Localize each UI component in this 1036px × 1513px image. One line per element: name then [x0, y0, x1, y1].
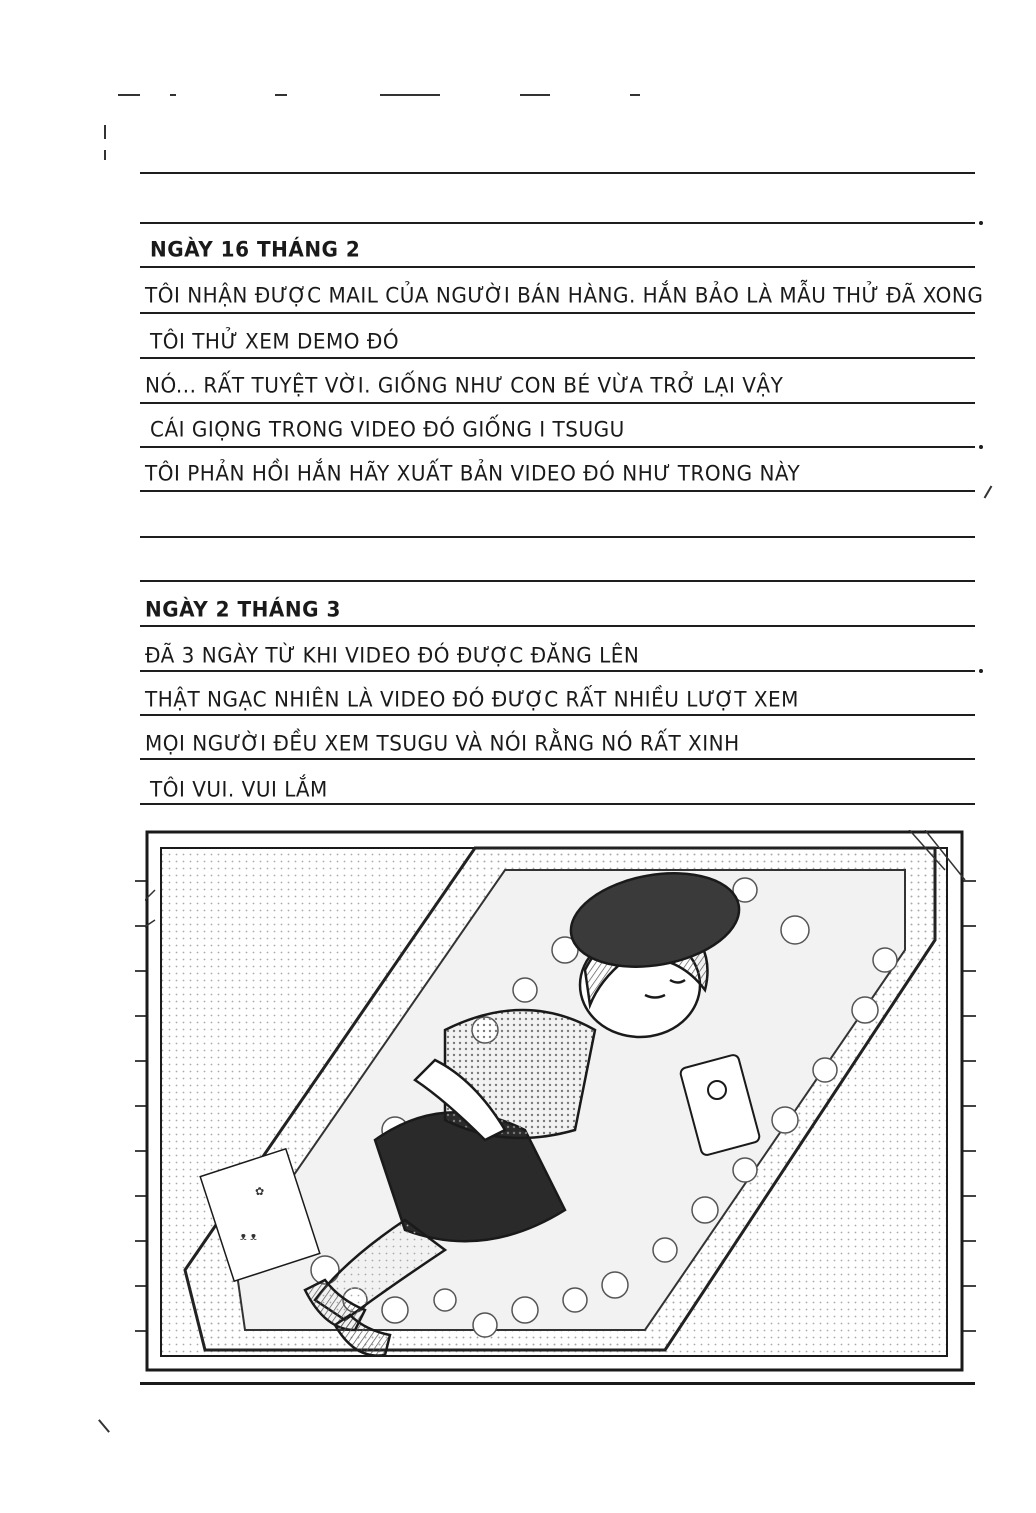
ruled-line	[140, 758, 975, 760]
margin-mark	[104, 150, 106, 160]
ruled-line	[140, 446, 975, 448]
diary-date-heading: NGÀY 16 THÁNG 2	[150, 236, 361, 262]
ruled-line	[140, 803, 975, 805]
diary-line: ĐÃ 3 NGÀY TỪ KHI VIDEO ĐÓ ĐƯỢC ĐĂNG LÊN	[145, 642, 640, 668]
ruled-line	[140, 357, 975, 359]
ruled-line	[140, 402, 975, 404]
ruled-line	[140, 670, 975, 672]
ruled-line	[140, 580, 975, 582]
ruled-line	[140, 714, 975, 716]
diary-line: TÔI VUI. VUI LẮM	[150, 776, 328, 802]
bottom-ruled-line	[140, 1382, 975, 1385]
ruled-line	[140, 172, 975, 174]
svg-text:ᴥ ᴥ: ᴥ ᴥ	[240, 1230, 257, 1243]
top-edge-marks	[110, 90, 670, 102]
ruled-line	[140, 490, 975, 492]
ruled-line	[140, 266, 975, 268]
diary-line: THẬT NGẠC NHIÊN LÀ VIDEO ĐÓ ĐƯỢC RẤT NHIỀU LƯỢT XEM	[145, 686, 799, 712]
taped-photo-illustration	[145, 830, 967, 1375]
ruled-line	[140, 625, 975, 627]
diary-line: MỌI NGƯỜI ĐỀU XEM TSUGU VÀ NÓI RẰNG NÓ RẤT XINH	[145, 730, 740, 756]
svg-text:✿: ✿	[255, 1185, 265, 1198]
margin-mark	[104, 125, 106, 139]
diary-line: NÓ... RẤT TUYỆT VỜI. GIỐNG NHƯ CON BÉ VỪA TRỞ LẠI VẬY	[145, 372, 784, 398]
diary-line: TÔI NHẬN ĐƯỢC MAIL CỦA NGƯỜI BÁN HÀNG. HẮN BẢO LÀ MẪU THỬ ĐÃ XONG	[145, 282, 984, 308]
diary-date-heading: NGÀY 2 THÁNG 3	[145, 596, 341, 622]
ruled-line	[140, 222, 975, 224]
diary-line: CÁI GIỌNG TRONG VIDEO ĐÓ GIỐNG I TSUGU	[150, 416, 625, 442]
margin-mark	[984, 485, 993, 498]
diary-line: TÔI THỬ XEM DEMO ĐÓ	[150, 328, 400, 354]
diary-line: TÔI PHẢN HỒI HẮN HÃY XUẤT BẢN VIDEO ĐÓ NHƯ TRONG NÀY	[145, 460, 801, 486]
margin-mark	[98, 1419, 110, 1433]
ruled-line	[140, 536, 975, 538]
ruled-line	[140, 312, 975, 314]
